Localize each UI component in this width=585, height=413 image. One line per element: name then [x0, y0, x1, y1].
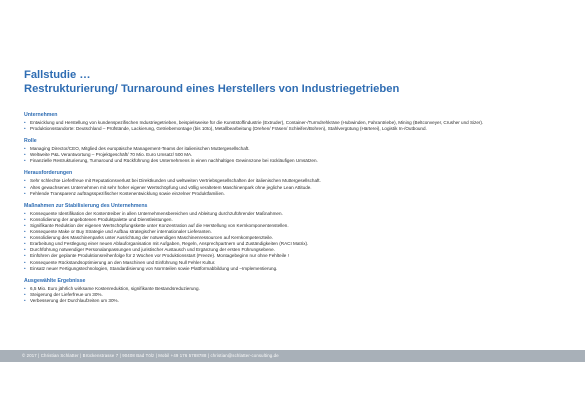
bullet-icon: • [24, 146, 26, 152]
bullet-text: Signifikante Reduktion der eigenen Wertschöpfungskette unter Konzentration auf die Herstellung von Kernkomponentenstellen. [30, 222, 289, 228]
bullet-icon: • [24, 259, 26, 265]
section-heading: Rolle [24, 138, 37, 145]
bullet-list [24, 286, 572, 304]
bullet-item [24, 298, 572, 304]
section [24, 170, 572, 196]
bullet-text: Finanzielle Restrukturierung, Turnaround und Rückführung des Unternehmens in einen nachhaltigen Gewinnzone bei rückläufigen Umsätzen. [30, 158, 318, 164]
section-heading: Ausgewählte Ergebnisse [24, 277, 86, 284]
bullet-text: Konsequente Make or Buy Strategie und Aufbau strategischer internationaler Lieferanten. [30, 229, 212, 235]
bullet-icon: • [24, 291, 26, 297]
bullet-icon: • [24, 210, 26, 216]
bullet-text: Einführen der geplante Produktionsreihenfolge für 2 Wochen vor Produktionsstart (Freeze). Montagebeginn nur ohne Fehlteile ! [30, 253, 289, 259]
section-heading: Unternehmen [24, 112, 58, 118]
bullet-icon: • [24, 158, 26, 164]
bullet-icon: • [24, 297, 26, 303]
bullet-icon: • [24, 190, 26, 196]
bullet-item [24, 266, 572, 272]
bullet-item [24, 191, 572, 197]
bullet-icon: • [24, 235, 26, 241]
bullet-icon: • [24, 265, 26, 271]
bullet-text: Durchführung notwendiger Personalanpassungen und juristischer Austausch und Ergänzung der ersten Führungsebene. [30, 247, 275, 253]
bullet-icon: • [24, 222, 26, 228]
bullet-list [24, 146, 572, 164]
section [24, 278, 572, 304]
bullet-text: Fehlende Transparenz auftragsspezifischer Kostenentwicklung sowie einzelner Produktfamilien. [30, 190, 225, 196]
bullet-text: Erarbeitung und Festlegung einer neuen Ablauforganisation mit Aufgaben, Regeln, Ansprechpartnern und Zuständigkeiten (RACI Matrix). [30, 241, 309, 247]
page-title: Restrukturierung/ Turnaround eines Herstellers von Industriegetrieben [24, 83, 400, 95]
bullet-icon: • [24, 285, 26, 291]
bullet-list [24, 120, 572, 132]
bullet-text: Produktionsstandorte: Deutschland – Prüfstände, Lackierung, Getriebemontage (bis 10to), Metallbearbeitung (Drehen/ Fräsen/ Schleifen/Bohren), Stahlvergütung (Härterei), Logistik In-/Outbound. [30, 126, 427, 132]
title-block [24, 68, 564, 96]
bullet-icon: • [24, 216, 26, 222]
bullet-icon: • [24, 241, 26, 247]
bullet-text: Altes gewachsenes Unternehmen mit sehr hoher eigener Wertschöpfung und völlig veraltetem Maschinenpark ohne jegliche Lean Attitude. [30, 184, 312, 190]
bullet-text: Konsequente Identifikation der Kostentreiber in allen Unternehmensbereichen und Ableitung durchzuführender Maßnahmen. [30, 210, 283, 216]
bullet-text: Weltweite P&L Verantwortung – Projektgeschäft/ 70 Mio. Euro Umsatz/ 500 MA. [30, 152, 193, 158]
bullet-text: Konsolidierung der angebotenen Produktpalette und Dienstleistungen. [30, 216, 173, 222]
bullet-icon: • [24, 120, 26, 125]
section-heading: Maßnahmen zur Stabilisierung des Unternehmens [24, 202, 148, 209]
bullet-text: Verbesserung der Durchlaufzeiten um 30%. [30, 297, 119, 303]
section [24, 203, 572, 272]
bullet-list [24, 178, 572, 196]
content-area [24, 112, 572, 310]
section [24, 112, 572, 132]
bullet-text: Managing Director/CEO, Mitglied des europäische Management-Teams der italienischen Muttergesellschaft. [30, 146, 250, 152]
bullet-text: Konsequente Rückstandsoptimierung an den Maschinen und Einführung Null Fehler Kultur. [30, 259, 216, 265]
bullet-text: Steigerung der Lieferfreue um 30%. [30, 291, 103, 297]
bullet-icon: • [24, 178, 26, 184]
section-heading: Herausforderungen [24, 170, 73, 177]
bullet-icon: • [24, 253, 26, 259]
bullet-text: Entwicklung und Herstellung von kundenspezifischen Industriegetrieben, beispielsweise für die Kunststoffindustrie (Extruder), Container-/Turmdrehkräne (Hubwinden, Fahrantriebe), Mining (Beltconveyer, Crusher und Sizer). [30, 120, 484, 125]
bullet-icon: • [24, 152, 26, 158]
bullet-item [24, 126, 572, 132]
case-study-label: Fallstudie … [24, 69, 91, 81]
footer-bar [0, 350, 585, 362]
bullet-icon: • [24, 229, 26, 235]
bullet-item [24, 158, 572, 164]
bullet-list [24, 211, 572, 272]
section [24, 138, 572, 164]
bullet-text: 6,5 Mio. Euro jährlich wirksame Kostenreduktion, signifikante Bestandsreduzierung. [30, 285, 200, 291]
bullet-icon: • [24, 184, 26, 190]
footer-text: © 2017 | Christian Schlatter | Brückenstrasse 7 | 90408 Bad Tölz | Mobil +49 176 5788788 | christian@schlatter-consulting.de [22, 353, 279, 358]
bullet-icon: • [24, 126, 26, 132]
bullet-text: Konsolidierung des Maschinenparks unter Ausrichtung der notwendigen Maschinenressourcen auf Kernkompetenzteile. [30, 235, 274, 241]
bullet-text: Sehr schlechte Lieferfreue mit Reputationsverlust bei Direktkunden und weltweiten Vertriebsgesellschaften der italienischen Muttergesellschaft. [30, 178, 321, 184]
bullet-text: Einsatz neuer Fertigungstechnologien, Standardisierung von Normteilen sowie Plattformabbildung und –Implementierung. [30, 265, 278, 271]
bullet-icon: • [24, 247, 26, 253]
